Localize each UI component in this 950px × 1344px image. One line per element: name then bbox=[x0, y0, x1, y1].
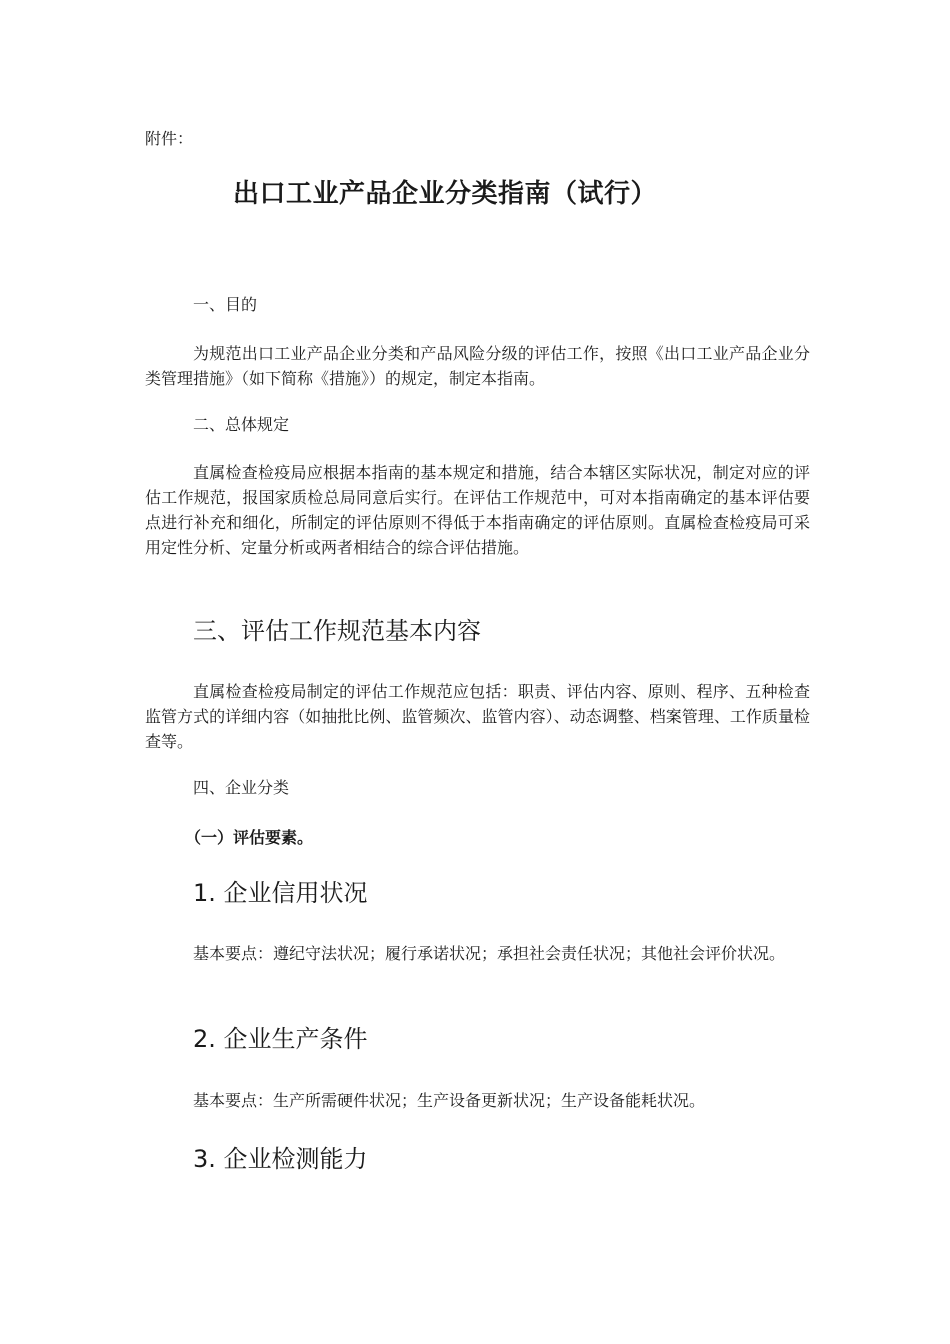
item-heading-testing: 3. 企业检测能力 bbox=[193, 1145, 368, 1173]
section-heading-norm-content: 三、评估工作规范基本内容 bbox=[193, 617, 481, 645]
section-body-general: 直属检查检疫局应根据本指南的基本规定和措施，结合本辖区实际状况，制定对应的评估工作规范，报国家质检总局同意后实行。在评估工作规范中，可对本指南确定的基本评估要点进行补充和细化，所制定的评估原则不得低于本指南确定的评估原则。直属检查检疫局可采用定性分析、定量分析或两者相结合的综合评估措施。 bbox=[145, 463, 810, 557]
item-heading-production: 2. 企业生产条件 bbox=[193, 1025, 368, 1053]
subsection-heading-elements: （一）评估要素。 bbox=[185, 828, 314, 847]
item-body-production: 基本要点：生产所需硬件状况；生产设备更新状况；生产设备能耗状况。 bbox=[193, 1091, 706, 1110]
item-body-credit: 基本要点：遵纪守法状况；履行承诺状况；承担社会责任状况；其他社会评价状况。 bbox=[193, 944, 786, 963]
section-body-purpose: 为规范出口工业产品企业分类和产品风险分级的评估工作，按照《出口工业产品企业分类管理措施》（如下简称《措施》）的规定，制定本指南。 bbox=[145, 344, 810, 388]
document-title: 出口工业产品企业分类指南（试行） bbox=[232, 179, 657, 209]
section-heading-classification: 四、企业分类 bbox=[193, 778, 290, 797]
attachment-label: 附件： bbox=[145, 129, 194, 148]
section-body-norm-content: 直属检查检疫局制定的评估工作规范应包括：职责、评估内容、原则、程序、五种检查监管方式的详细内容（如抽批比例、监管频次、监管内容）、动态调整、档案管理、工作质量检查等。 bbox=[145, 682, 810, 751]
item-heading-credit: 1. 企业信用状况 bbox=[193, 879, 368, 907]
section-heading-purpose: 一、目的 bbox=[193, 295, 258, 314]
section-heading-general: 二、总体规定 bbox=[193, 415, 290, 434]
